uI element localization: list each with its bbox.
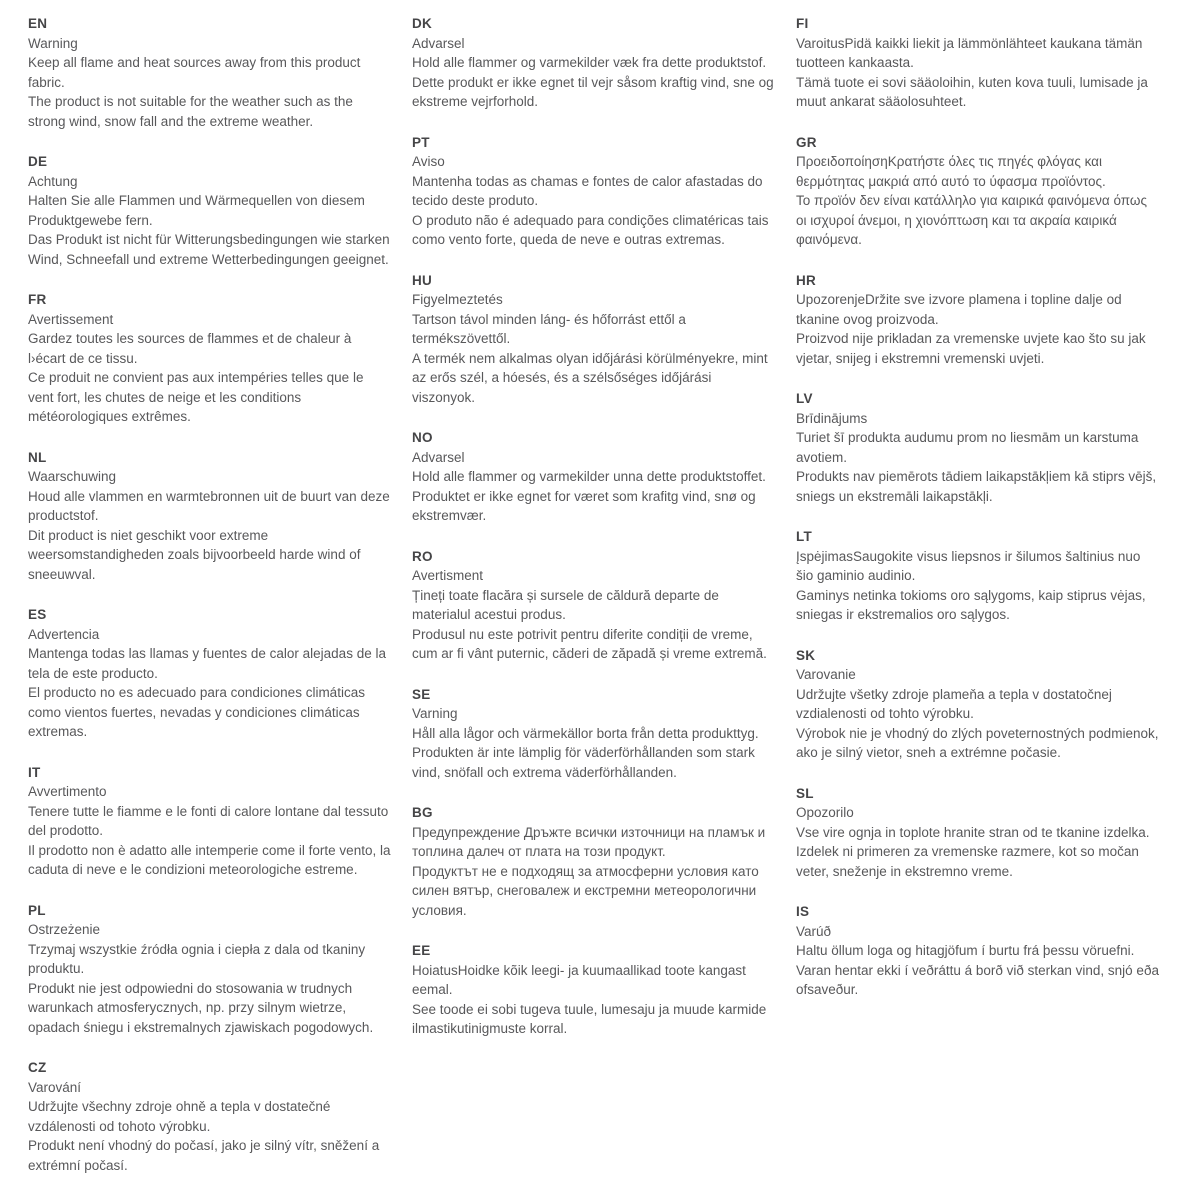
warning-text: Waarschuwing	[28, 469, 117, 484]
warning-section-RO	[412, 547, 776, 664]
warning-text: Ce produit ne convient pas aux intempéries telles que le vent fort, les chutes de neige et les conditions météorologiques extrêmes.	[28, 370, 364, 424]
language-code: DE	[28, 154, 48, 169]
warning-section-PT	[412, 133, 776, 250]
language-code: RO	[412, 548, 433, 564]
warning-text: Hold alle flammer og varmekilder unna dette produktstoffet.	[412, 469, 766, 484]
warning-text: Mantenga todas las llamas y fuentes de calor alejadas de la tela de este producto.	[28, 646, 386, 681]
language-code: DK	[412, 16, 432, 31]
warning-section-GR	[796, 133, 1160, 250]
language-code: NL	[28, 449, 47, 465]
warning-text: Varan hentar ekki í veðráttu á borð við sterkan vind, snjó eða ofsaveður.	[796, 962, 1159, 997]
language-code: GR	[796, 134, 817, 150]
language-code: NO	[412, 430, 433, 445]
warning-text: Avertissement	[28, 311, 114, 327]
language-code: CZ	[28, 1060, 47, 1075]
warning-section-HR	[796, 271, 1160, 369]
warning-text: Halten Sie alle Flammen und Wärmequellen von diesem Produktgewebe fern.	[28, 193, 365, 228]
warning-text: Das Produkt ist nicht für Witterungsbedingungen wie starken Wind, Schneefall und extreme Wetterbedingungen geeignet.	[28, 232, 390, 267]
warning-text: Предупреждение Дръжте всички източници на пламък и топлина далеч от плата на този продукт.	[412, 824, 766, 859]
warning-text: UpozorenjeDržite sve izvore plamena i topline dalje od tkanine ovog proizvoda.	[796, 292, 1122, 327]
warning-section-NO	[412, 428, 776, 526]
warning-text: Keep all flame and heat sources away from this product fabric.	[28, 55, 361, 90]
warning-section-ES	[28, 605, 392, 742]
warning-text: Produkt nie jest odpowiedni do stosowania w trudnych warunkach atmosferycznych, np. przy silnym wietrze, opadach śniegu i ekstremalnych zjawiskach pogodowych.	[28, 980, 374, 1035]
warning-text: Udržujte všechny zdroje ohně a tepla v dostatečné vzdálenosti od tohoto výrobku.	[28, 1099, 331, 1134]
warning-text: Produkts nav piemērots tādiem laikapstākļiem kā stiprs vējš, sniegs un ekstremāli laikapstākļi.	[796, 469, 1157, 504]
warning-text: Výrobok nie je vhodný do zlých poveternostných podmienok, ako je silný vietor, sneh a extrémne počasie.	[796, 725, 1159, 760]
language-code: PL	[28, 902, 46, 918]
language-code: HR	[796, 272, 816, 288]
warning-text: Varúð	[796, 923, 832, 939]
language-code: PT	[412, 134, 430, 150]
warning-section-SK	[796, 646, 1160, 763]
warning-text: Opozorilo	[796, 805, 854, 820]
warning-section-DK	[412, 14, 776, 112]
warning-text: Gardez toutes les sources de flammes et de chaleur à l›écart de ce tissu.	[28, 331, 352, 366]
language-code: BG	[412, 805, 433, 820]
warning-text: Udržujte všetky zdroje plameňa a tepla v dostatočnej vzdialenosti od tohto výrobku.	[796, 686, 1112, 721]
language-code: LV	[796, 391, 813, 406]
warning-text: Vse vire ognja in toplote hranite stran od te tkanine izdelka.	[796, 824, 1150, 840]
warning-section-FR	[28, 290, 392, 427]
warning-text: Produkt není vhodný do počasí, jako je silný vítr, sněžení a extrémní počasí.	[28, 1138, 380, 1173]
language-code: IS	[796, 904, 810, 919]
language-code: FI	[796, 16, 809, 31]
warning-text: Håll alla lågor och värmekällor borta från detta produkttyg.	[412, 725, 759, 741]
language-code: SE	[412, 686, 431, 702]
warning-text: Το προϊόν δεν είναι κατάλληλο για καιρικά φαινόμενα όπως οι ισχυροί άνεμοι, η χιονόπτωση και τα ακραία καιρικά φαινόμενα.	[796, 193, 1147, 247]
warning-text: Hold alle flammer og varmekilder væk fra dette produktstof.	[412, 55, 767, 70]
warning-text: Avvertimento	[28, 784, 107, 799]
warning-text: Dette produkt er ikke egnet til vejr såsom kraftig vind, sne og ekstreme vejrforhold.	[412, 74, 774, 109]
warning-text: VaroitusPidä kaikki liekit ja lämmönlähteet kaukana tämän tuotteen kankaasta.	[796, 35, 1143, 70]
warning-section-SE	[412, 685, 776, 783]
warning-text: ĮspėjimasSaugokite visus liepsnos ir šilumos šaltinius nuo šio gaminio audinio.	[796, 548, 1141, 583]
language-code: FR	[28, 292, 47, 307]
warning-text: Mantenha todas as chamas e fontes de calor afastadas do tecido deste produto.	[412, 173, 763, 208]
warning-text: Tämä tuote ei sovi sääoloihin, kuten kova tuuli, lumisade ja muut ankarat sääolosuhteet.	[796, 74, 1148, 109]
warning-text: ΠροειδοποίησηΚρατήστε όλες τις πηγές φλόγας και θερμότητας μακριά από αυτό το ύφασμα προϊόντος.	[796, 154, 1106, 189]
warning-section-IS	[796, 902, 1160, 1000]
warning-section-IT	[28, 763, 392, 880]
warning-text: Il prodotto non è adatto alle intemperie come il forte vento, la caduta di neve e le condizioni meteorologiche estreme.	[28, 842, 391, 877]
warning-text: Varovanie	[796, 667, 856, 682]
warning-section-NL	[28, 448, 392, 585]
warning-section-BG	[412, 803, 776, 920]
warning-section-LV	[796, 389, 1160, 506]
language-code: LT	[796, 529, 812, 544]
language-code: IT	[28, 764, 41, 780]
warning-text: O produto não é adequado para condições climatéricas tais como vento forte, queda de neve e outras extremas.	[412, 212, 769, 247]
warning-text: Produkten är inte lämplig för väderförhållanden som stark vind, snöfall och extrema väderförhållanden.	[412, 745, 755, 780]
warning-section-SL	[796, 784, 1160, 882]
warning-section-LT	[796, 527, 1160, 625]
warning-text: Tartson távol minden láng- és hőforrást ettől a termékszövettől.	[412, 311, 686, 346]
language-code: ES	[28, 607, 47, 622]
language-code: EE	[412, 943, 431, 958]
warning-text: A termék nem alkalmas olyan időjárási körülményekre, mint az erős szél, a hóesés, és a szélsőséges időjárási viszonyok.	[412, 350, 768, 405]
warning-text: Turiet šī produkta audumu prom no liesmām un karstuma avotiem.	[796, 430, 1139, 465]
warning-text: Gaminys netinka tokioms oro sąlygoms, kaip stiprus vėjas, sniegas ir ekstremalios oro sąlygos.	[796, 587, 1146, 622]
warning-text: Avertisment	[412, 568, 484, 583]
warning-text: El producto no es adecuado para condiciones climáticas como vientos fuertes, nevadas y condiciones climáticas extremas.	[28, 685, 365, 739]
warning-text: See toode ei sobi tugeva tuule, lumesaju ja muude karmide ilmastikutinigmuste korral.	[412, 1001, 767, 1036]
warning-text: Продуктът не е подходящ за атмосферни условия като силен вятър, снеговалеж и екстремни метеорологични условия.	[412, 863, 759, 918]
warning-text: The product is not suitable for the weather such as the strong wind, snow fall and the extreme weather.	[28, 94, 353, 129]
warning-text: Trzymaj wszystkie źródła ognia i ciepła z dala od tkaniny produktu.	[28, 941, 366, 976]
warning-text: HoiatusHoidke kõik leegi- ja kuumaallikad toote kangast eemal.	[412, 962, 746, 997]
language-code: SL	[796, 785, 814, 801]
warning-text: Brīdinājums	[796, 410, 868, 426]
warning-text: Figyelmeztetés	[412, 292, 503, 307]
warning-text: Tenere tutte le fiamme e le fonti di calore lontane dal tessuto del prodotto.	[28, 803, 389, 838]
language-code: HU	[412, 272, 432, 288]
warning-text: Varování	[28, 1079, 82, 1095]
language-code: SK	[796, 647, 816, 663]
warning-text: Houd alle vlammen en warmtebronnen uit de buurt van deze productstof.	[28, 488, 390, 523]
column-middle	[412, 14, 776, 1060]
warning-section-HU	[412, 271, 776, 408]
warning-section-FI	[796, 14, 1160, 112]
warning-section-EN	[28, 14, 392, 131]
warning-text: Advarsel	[412, 35, 465, 51]
warning-section-DE	[28, 152, 392, 269]
warning-text: Țineți toate flacăra și sursele de căldură departe de materialul acestui produs.	[412, 587, 719, 622]
warning-text: Dit product is niet geschikt voor extreme weersomstandigheden zoals bijvoorbeeld harde wind of sneeuwval.	[28, 527, 361, 582]
warning-text: Ostrzeżenie	[28, 922, 101, 937]
warning-text: Warning	[28, 35, 78, 51]
warning-text: Varning	[412, 706, 458, 721]
warning-section-EE	[412, 941, 776, 1039]
warning-text: Proizvod nije prikladan za vremenske uvjete kao što su jak vjetar, snijeg i ekstremni vremenski uvjeti.	[796, 331, 1146, 366]
warning-text: Produsul nu este potrivit pentru diferite condiții de vreme, cum ar fi vânt puternic, căderi de zăpadă și vreme extremă.	[412, 626, 767, 661]
warning-text: Aviso	[412, 154, 445, 169]
warning-text: Produktet er ikke egnet for været som krafitg vind, snø og ekstremvær.	[412, 488, 756, 523]
warning-text: Advertencia	[28, 626, 100, 642]
language-code: EN	[28, 16, 48, 31]
warning-section-CZ	[28, 1058, 392, 1175]
warning-text: Haltu öllum loga og hitagjöfum í burtu frá þessu vöruefni.	[796, 943, 1135, 958]
warning-text: Achtung	[28, 173, 78, 189]
column-left	[28, 14, 392, 1196]
warning-text: Advarsel	[412, 449, 465, 465]
column-right	[796, 14, 1160, 1021]
warning-section-PL	[28, 901, 392, 1038]
warning-text: Izdelek ni primeren za vremenske razmere, kot so močan veter, sneženje in ekstremno vreme.	[796, 844, 1139, 879]
